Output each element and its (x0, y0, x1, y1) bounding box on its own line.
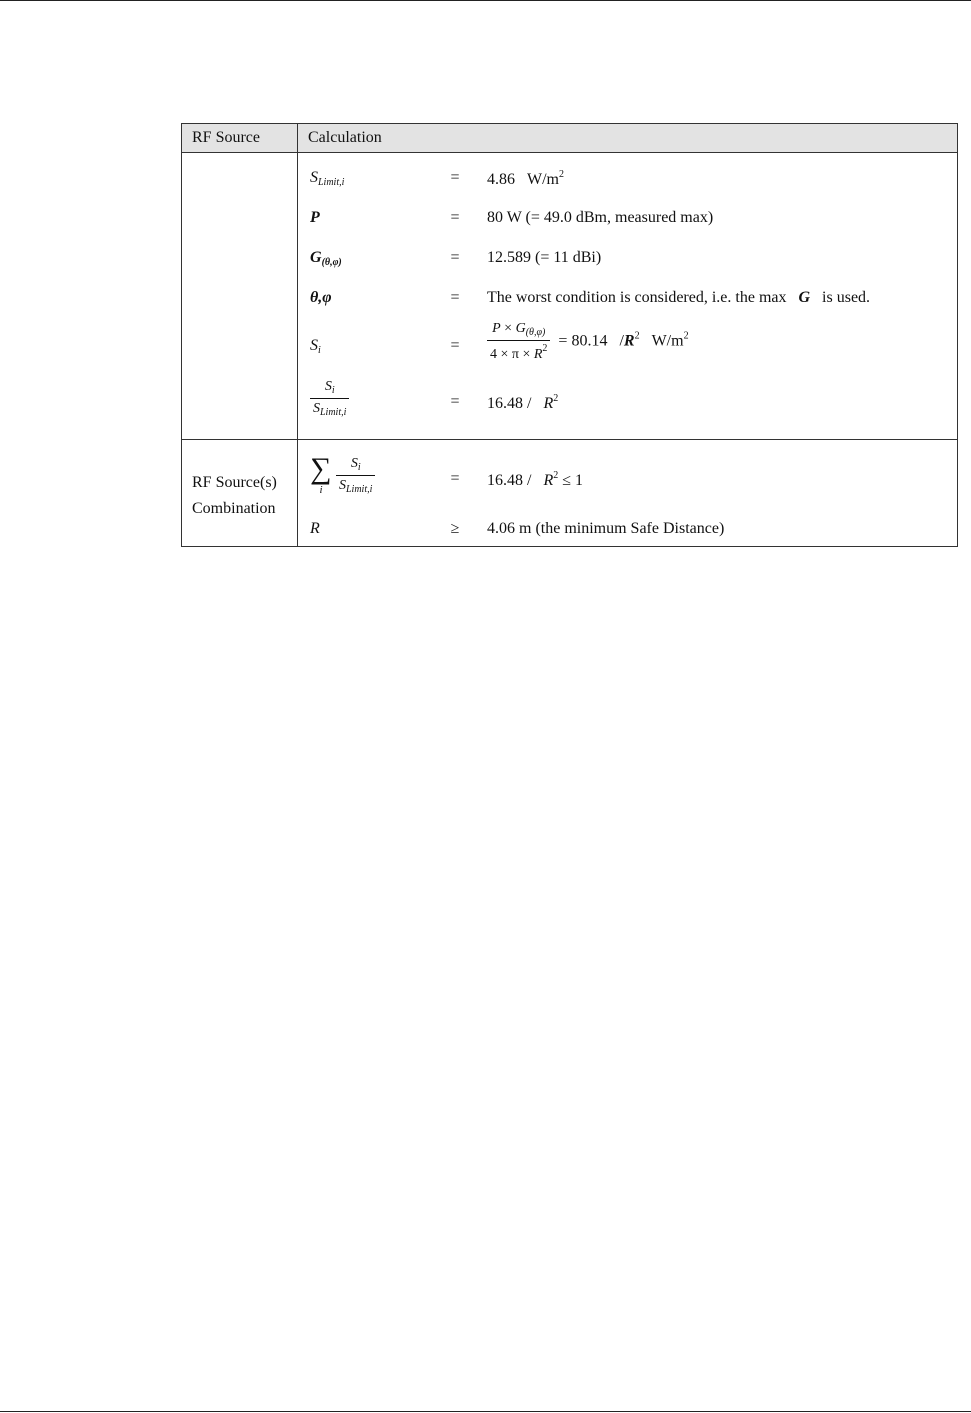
table-header-row (182, 124, 958, 153)
rf-exposure-calculation-table (181, 123, 958, 547)
calc-line-power-density: $S_i$ = $\frac{P \times G_{(\theta,\varphi)}}{4 \times \pi \times R^2}$ = 80.14 $/R^2$ $W/m^2$ (310, 321, 689, 362)
rf-source-combination-cell: RF Source(s) Combination (182, 440, 298, 547)
rf-source-cell-empty (182, 153, 298, 440)
header-rf-source: RF Source (182, 124, 298, 153)
calc-line-power: P = 80 W (= 49.0 dBm, measured max) (310, 209, 714, 226)
exposure-ratio-fraction: $\frac{S_i}{S_{Limit,i}}$ (310, 379, 349, 418)
calc-line-safe-distance: R ≥ 4.06 m (the minimum Safe Distance) (310, 520, 725, 537)
page-top-rule (0, 0, 971, 1)
combination-calculation-cell (298, 440, 958, 547)
calc-line-exposure-ratio: $\frac{S_i}{S_{Limit,i}}$ = 16.48 / $R^2$ (298, 379, 957, 439)
calc-line-angles: θ,φ = The worst condition is considered, i.e. the max G is used. (310, 289, 871, 306)
calc-line-s-limit: $S_{Limit,i}$ = 4.86 $W/m^2$ (310, 169, 564, 188)
sum-ratio-fraction: $\frac{S_i}{S_{Limit,i}}$ (336, 456, 375, 495)
header-calculation: Calculation (298, 124, 958, 153)
summation-symbol: ∑ i (310, 452, 332, 496)
table-row (182, 153, 958, 440)
calculation-cell (298, 153, 958, 440)
calc-line-sum: ∑ i $\frac{S_i}{S_{Limit,i}}$ = 16.48 / $R^2 \le 1$ (310, 452, 584, 496)
calc-line-gain: $G_{(\theta,\varphi)}$ = 12.589 (= 11 dBi) (310, 249, 602, 268)
page-bottom-rule (0, 1411, 971, 1412)
table-row (182, 440, 958, 547)
power-density-fraction: $\frac{P \times G_{(\theta,\varphi)}}{4 \times \pi \times R^2}$ (487, 321, 550, 363)
